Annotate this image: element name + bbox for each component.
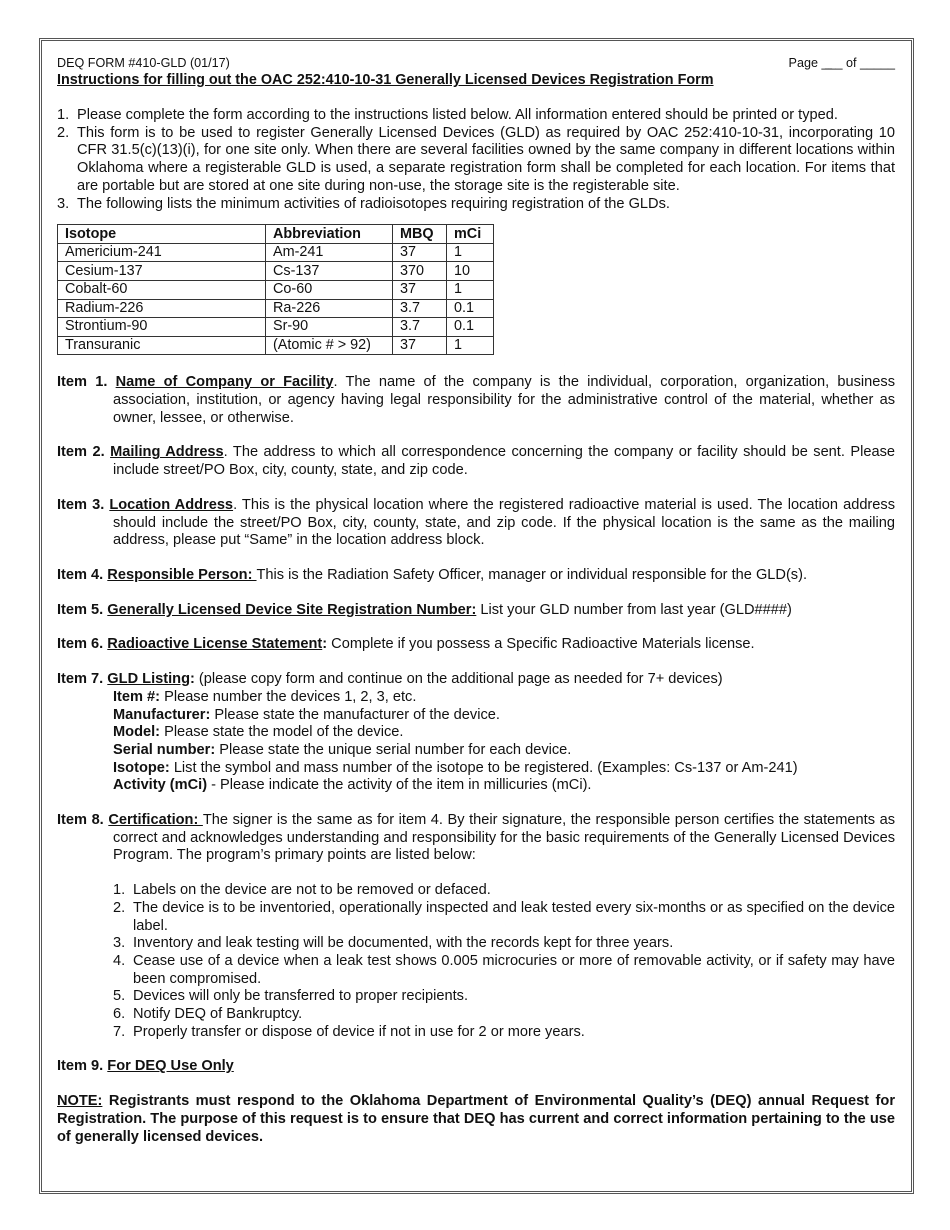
list-item <box>113 953 895 988</box>
list-item <box>113 900 895 935</box>
item-5 <box>57 602 895 620</box>
item-label: Item 9. <box>57 1058 104 1075</box>
table-cell: Cesium-137 <box>58 262 266 281</box>
item-text: (please copy form and continue on the additional page as needed for 7+ devices) <box>194 671 723 688</box>
page-title: Instructions for filling out the OAC 252:410-10-31 Generally Licensed Devices Registration Form <box>57 72 714 88</box>
field-term: Serial number: <box>113 741 216 758</box>
page-number: Page _̲__ of _____ <box>788 56 895 70</box>
intro-list <box>57 107 895 213</box>
list-number: 1. <box>113 882 126 899</box>
form-header <box>57 56 895 71</box>
form-id: DEQ FORM #410-GLD (01/17) <box>57 56 230 70</box>
table-cell: 1 <box>447 243 494 262</box>
field-term: Model: <box>113 724 161 741</box>
table-cell: Sr-90 <box>266 318 393 337</box>
table-row <box>58 318 494 337</box>
item-label: Item 3. <box>57 496 105 513</box>
item-6 <box>57 636 895 654</box>
list-item <box>113 707 895 725</box>
item-colon: : <box>322 636 328 653</box>
item-heading: Generally Licensed Device Site Registration Number: <box>107 601 477 618</box>
item-label: Item 6. <box>57 636 104 653</box>
item-heading: For DEQ Use Only <box>107 1058 234 1075</box>
isotope-table <box>57 224 494 355</box>
field-desc: Please number the devices 1, 2, 3, etc. <box>160 688 417 705</box>
item-heading: Location Address <box>109 496 234 513</box>
item-heading: Responsible Person: <box>107 567 257 583</box>
table-cell: 0.1 <box>447 318 494 337</box>
item-label: Item 4. <box>57 567 104 583</box>
table-cell: Ra-226 <box>266 299 393 318</box>
list-number: 6. <box>113 1006 126 1023</box>
list-text: Properly transfer or dispose of device if not in use for 2 or more years. <box>133 1023 585 1040</box>
item-colon: : <box>190 671 195 688</box>
list-item <box>113 760 895 778</box>
item-heading: Radioactive License Statement <box>107 636 323 653</box>
field-term: Activity (mCi) <box>113 777 208 794</box>
field-desc: - Please indicate the activity of the item in millicuries (mCi). <box>207 777 592 794</box>
registration-note <box>57 1093 895 1146</box>
table-header-row <box>58 225 494 244</box>
item-8 <box>57 812 895 865</box>
item-7-fields <box>57 689 895 795</box>
field-desc: Please state the model of the device. <box>160 724 404 741</box>
item-2 <box>57 444 895 479</box>
list-item <box>113 1024 895 1042</box>
item-text: Complete if you possess a Specific Radioactive Materials license. <box>327 636 755 653</box>
table-cell: Am-241 <box>266 243 393 262</box>
list-item <box>113 742 895 760</box>
list-number: 1. <box>57 107 70 123</box>
list-number: 3. <box>113 935 126 952</box>
item-label: Item 8. <box>57 812 104 829</box>
list-item <box>113 988 895 1006</box>
item-label: Item 7. <box>57 671 104 688</box>
list-text: The device is to be inventoried, operationally inspected and leak tested every six-months or as specified on the device label. <box>133 899 895 934</box>
item-label: Item 1. <box>57 374 108 391</box>
table-cell: Transuranic <box>58 336 266 355</box>
item-text: . The name of the company is the individual, corporation, organization, business association, institution, or agency having legal responsibility for the administrative control of the material, whether as owner, lessee, or otherwise. <box>113 374 895 426</box>
table-cell: Radium-226 <box>58 299 266 318</box>
field-term: Isotope: <box>113 759 170 776</box>
table-cell: 37 <box>393 243 447 262</box>
field-desc: Please state the manufacturer of the device. <box>210 706 500 723</box>
item-heading: GLD Listing <box>107 671 190 688</box>
item-text: . The address to which all correspondence concerning the company or facility should be sent. Please include street/PO Box, city, county, state, and zip code. <box>113 444 895 479</box>
field-term: Manufacturer: <box>113 706 211 723</box>
table-cell: Cobalt-60 <box>58 281 266 300</box>
list-text: Labels on the device are not to be removed or defaced. <box>133 882 491 899</box>
column-header: Isotope <box>58 225 266 244</box>
item-9 <box>57 1058 895 1076</box>
item-heading: Mailing Address <box>110 444 224 461</box>
list-number: 4. <box>113 952 126 969</box>
table-cell: Americium-241 <box>58 243 266 262</box>
item-heading: Name of Company or Facility <box>115 374 334 391</box>
list-number: 7. <box>113 1023 126 1040</box>
table-cell: Strontium-90 <box>58 318 266 337</box>
table-row <box>58 281 494 300</box>
instructions-page <box>57 56 895 1146</box>
list-number: 3. <box>57 195 70 212</box>
table-cell: 1 <box>447 336 494 355</box>
item-label: Item 5. <box>57 601 104 618</box>
table-cell: 1 <box>447 281 494 300</box>
item-text: . This is the physical location where the registered radioactive material is used. The location address should include the street/PO Box, city, county, state, and zip code. If the physical location is the same as the mailing address, please put “Same” in the location address block. <box>113 496 896 549</box>
item-text: The signer is the same as for item 4. By their signature, the responsible person certifies the statements as correct and acknowledges understanding and responsibility for the basic requirements of the Generally Licensed Devices Program. The program’s primary points are listed below: <box>113 812 895 864</box>
list-number: 2. <box>57 124 70 141</box>
field-desc: Please state the unique serial number for each device. <box>215 741 572 758</box>
item-7 <box>57 671 895 689</box>
item-4 <box>57 567 895 585</box>
table-cell: 3.7 <box>393 318 447 337</box>
item-heading: Certification: <box>108 812 203 829</box>
list-text: Inventory and leak testing will be documented, with the records kept for three years. <box>133 935 674 952</box>
list-number: 2. <box>113 899 126 916</box>
item-text: List your GLD number from last year (GLD####) <box>476 601 792 618</box>
list-item <box>57 196 895 214</box>
table-cell: 0.1 <box>447 299 494 318</box>
list-item <box>57 125 895 196</box>
table-cell: 3.7 <box>393 299 447 318</box>
table-cell: Co-60 <box>266 281 393 300</box>
list-item <box>113 689 895 707</box>
table-row <box>58 299 494 318</box>
list-text: Cease use of a device when a leak test shows 0.005 microcuries or more of removable activity, or if safety may have been compromised. <box>133 952 895 987</box>
table-row <box>58 243 494 262</box>
table-cell: 37 <box>393 336 447 355</box>
column-header: mCi <box>447 225 494 244</box>
table-cell: 37 <box>393 281 447 300</box>
table-row <box>58 262 494 281</box>
table-cell: (Atomic # > 92) <box>266 336 393 355</box>
table-row <box>58 336 494 355</box>
item-label: Item 2. <box>57 444 105 461</box>
note-text: Registrants must respond to the Oklahoma Department of Environmental Quality’s (DEQ) annual Request for Registration. The purpose of this request is to ensure that DEQ has current and correct information pertaining to the use of generally licensed devices. <box>57 1093 895 1145</box>
note-label: NOTE: <box>57 1093 103 1110</box>
item-1 <box>57 374 895 427</box>
item-text: This is the Radiation Safety Officer, manager or individual responsible for the GLD(s). <box>256 567 808 583</box>
list-text: Devices will only be transferred to proper recipients. <box>133 988 468 1005</box>
list-number: 5. <box>113 988 126 1005</box>
table-cell: 10 <box>447 262 494 281</box>
column-header: Abbreviation <box>266 225 393 244</box>
field-term: Item #: <box>113 688 161 705</box>
column-header: MBQ <box>393 225 447 244</box>
field-desc: List the symbol and mass number of the isotope to be registered. (Examples: Cs-137 or Am-241) <box>169 759 798 776</box>
list-item <box>113 724 895 742</box>
list-item <box>113 777 895 795</box>
table-cell: Cs-137 <box>266 262 393 281</box>
list-text: The following lists the minimum activities of radioisotopes requiring registration of the GLDs. <box>77 195 670 212</box>
list-item <box>113 935 895 953</box>
table-cell: 370 <box>393 262 447 281</box>
list-item <box>57 107 895 125</box>
list-item <box>113 1006 895 1024</box>
certification-points <box>57 882 895 1041</box>
list-text: This form is to be used to register Generally Licensed Devices (GLD) as required by OAC 252:410-10-31, incorporating 10 CFR 31.5(c)(13)(i), for one site only. When there are several facilities owned by the same company in different locations within Oklahoma where a registerable GLD is used, a separate registration form shall be completed for each location. For items that are portable but are stored at one site during non-use, the storage site is the registerable site. <box>77 124 895 194</box>
list-text: Please complete the form according to the instructions listed below. All information entered should be printed or typed. <box>77 107 838 123</box>
item-3 <box>57 497 895 550</box>
list-text: Notify DEQ of Bankruptcy. <box>133 1006 303 1023</box>
list-item <box>113 882 895 900</box>
